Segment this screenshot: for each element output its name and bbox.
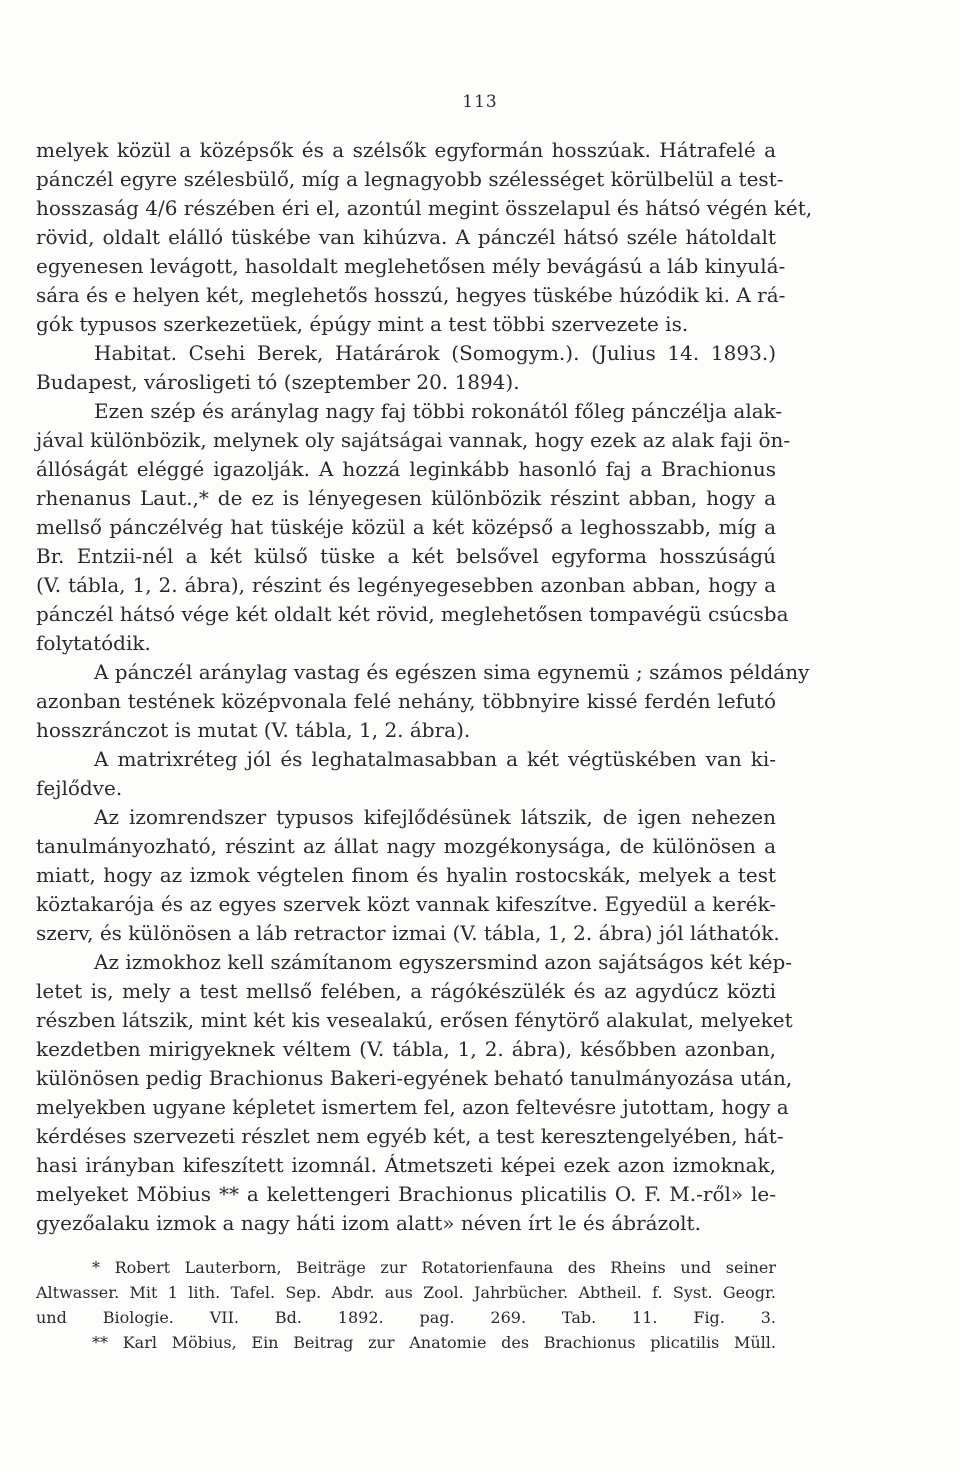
text-line: Az izomrendszer typusos kifejlődésünek látszik, de igen nehezen	[94, 805, 776, 829]
text-line: melyeket Möbius ** a kelettengeri Brachionus plicatilis O. F. M.-ről» le-	[36, 1182, 776, 1206]
text-line: Budapest, városligeti tó (szeptember 20. 1894).	[36, 370, 520, 394]
text-line: állóságát eléggé igazolják. A hozzá leginkább hasonló faj a Brachionus	[36, 457, 776, 481]
body-text	[36, 136, 813, 1238]
text-line: pánczél egyre szélesbülő, míg a legnagyobb szélességet körülbelül a test-	[36, 167, 784, 191]
text-line: miatt, hogy az izmok végtelen finom és hyalin rostocskák, melyek a test	[36, 863, 776, 887]
footnote-line: ** Karl Möbius, Ein Beitrag zur Anatomie des Brachionus plicatilis Müll.	[92, 1333, 776, 1352]
text-line: A pánczél aránylag vastag és egészen sima egynemü ; számos példány	[94, 660, 810, 684]
text-line: részben látszik, mint két kis vesealakú, erősen fénytörő alakulat, melyeket	[36, 1008, 793, 1032]
text-line: Az izmokhoz kell számítanom egyszersmind azon sajátságos két kép-	[94, 950, 793, 974]
text-line: tanulmányozható, részint az állat nagy mozgékonysága, de különösen a	[36, 834, 776, 858]
text-line: Br. Entzii-nél a két külső tüske a két belsővel egyforma hosszúságú	[36, 544, 776, 568]
text-line: mellső pánczélvég hat tüskéje közül a két középső a leghosszabb, míg a	[36, 515, 776, 539]
text-line: fejlődve.	[36, 776, 123, 800]
text-line: gók typusos szerkezetüek, épúgy mint a test többi szervezete is.	[36, 312, 689, 336]
text-line: Habitat. Csehi Berek, Határárok (Somogym.). (Julius 14. 1893.)	[94, 341, 776, 365]
text-line: hasi irányban kifeszített izomnál. Átmetszeti képei ezek azon izmoknak,	[36, 1153, 776, 1177]
text-line: gyezőalaku izmok a nagy háti izom alatt» néven írt le és ábrázolt.	[36, 1211, 701, 1235]
text-line: különösen pedig Brachionus Bakeri-egyének beható tanulmányozása után,	[36, 1066, 793, 1090]
text-line: kezdetben mirigyeknek véltem (V. tábla, 1, 2. ábra), későbben azonban,	[36, 1037, 776, 1061]
footnote-line: und Biologie. VII. Bd. 1892. pag. 269. Tab. 11. Fig. 3.	[36, 1308, 776, 1327]
footnotes	[36, 1255, 776, 1355]
footnote-line: * Robert Lauterborn, Beiträge zur Rotatorienfauna des Rheins und seiner	[92, 1258, 776, 1277]
text-line: letet is, mely a test mellső felében, a rágókészülék és az agydúcz közti	[36, 979, 776, 1003]
text-line: köztakarója és az egyes szervek közt vannak kifeszítve. Egyedül a kerék-	[36, 892, 776, 916]
text-line: szerv, és különösen a láb retractor izmai (V. tábla, 1, 2. ábra) jól láthatók.	[36, 921, 780, 945]
text-line: rhenanus Laut.,* de ez is lényegesen különbözik részint abban, hogy a	[36, 486, 776, 510]
page-number: 113	[462, 92, 498, 112]
text-line: hosszránczot is mutat (V. tábla, 1, 2. ábra).	[36, 718, 471, 742]
text-line: jával különbözik, melynek oly sajátságai vannak, hogy ezek az alak faji ön-	[36, 428, 791, 452]
text-line: melyek közül a középsők és a szélsők egyformán hosszúak. Hátrafelé a	[36, 138, 776, 162]
footnote-line: Altwasser. Mit 1 lith. Tafel. Sep. Abdr. aus Zool. Jahrbücher. Abtheil. f. Syst. Geogr.	[36, 1283, 776, 1302]
text-line: kérdéses szervezeti részlet nem egyéb két, a test keresztengelyében, hát-	[36, 1124, 784, 1148]
text-line: azonban testének középvonala felé nehány, többnyire kissé ferdén lefutó	[36, 689, 776, 713]
text-line: folytatódik.	[36, 631, 151, 655]
text-line: melyekben ugyane képletet ismertem fel, azon feltevésre jutottam, hogy a	[36, 1095, 789, 1119]
text-line: rövid, oldalt elálló tüskébe van kihúzva. A pánczél hátsó széle hátoldalt	[36, 225, 776, 249]
text-line: Ezen szép és aránylag nagy faj többi rokonától főleg pánczélja alak-	[94, 399, 783, 423]
text-line: A matrixréteg jól és leghatalmasabban a két végtüskében van ki-	[94, 747, 776, 771]
text-line: hosszaság 4/6 részében éri el, azontúl megint összelapul és hátsó végén két,	[36, 196, 813, 220]
text-line: (V. tábla, 1, 2. ábra), részint és legényegesebben azonban abban, hogy a	[36, 573, 776, 597]
text-line: sára és e helyen két, meglehetős hosszú, hegyes tüskébe húzódik ki. A rá-	[36, 283, 786, 307]
text-line: egyenesen levágott, hasoldalt meglehetősen mély bevágású a láb kinyulá-	[36, 254, 786, 278]
text-line: pánczél hátsó vége két oldalt két rövid, meglehetősen tompavégü csúcsba	[36, 602, 789, 626]
